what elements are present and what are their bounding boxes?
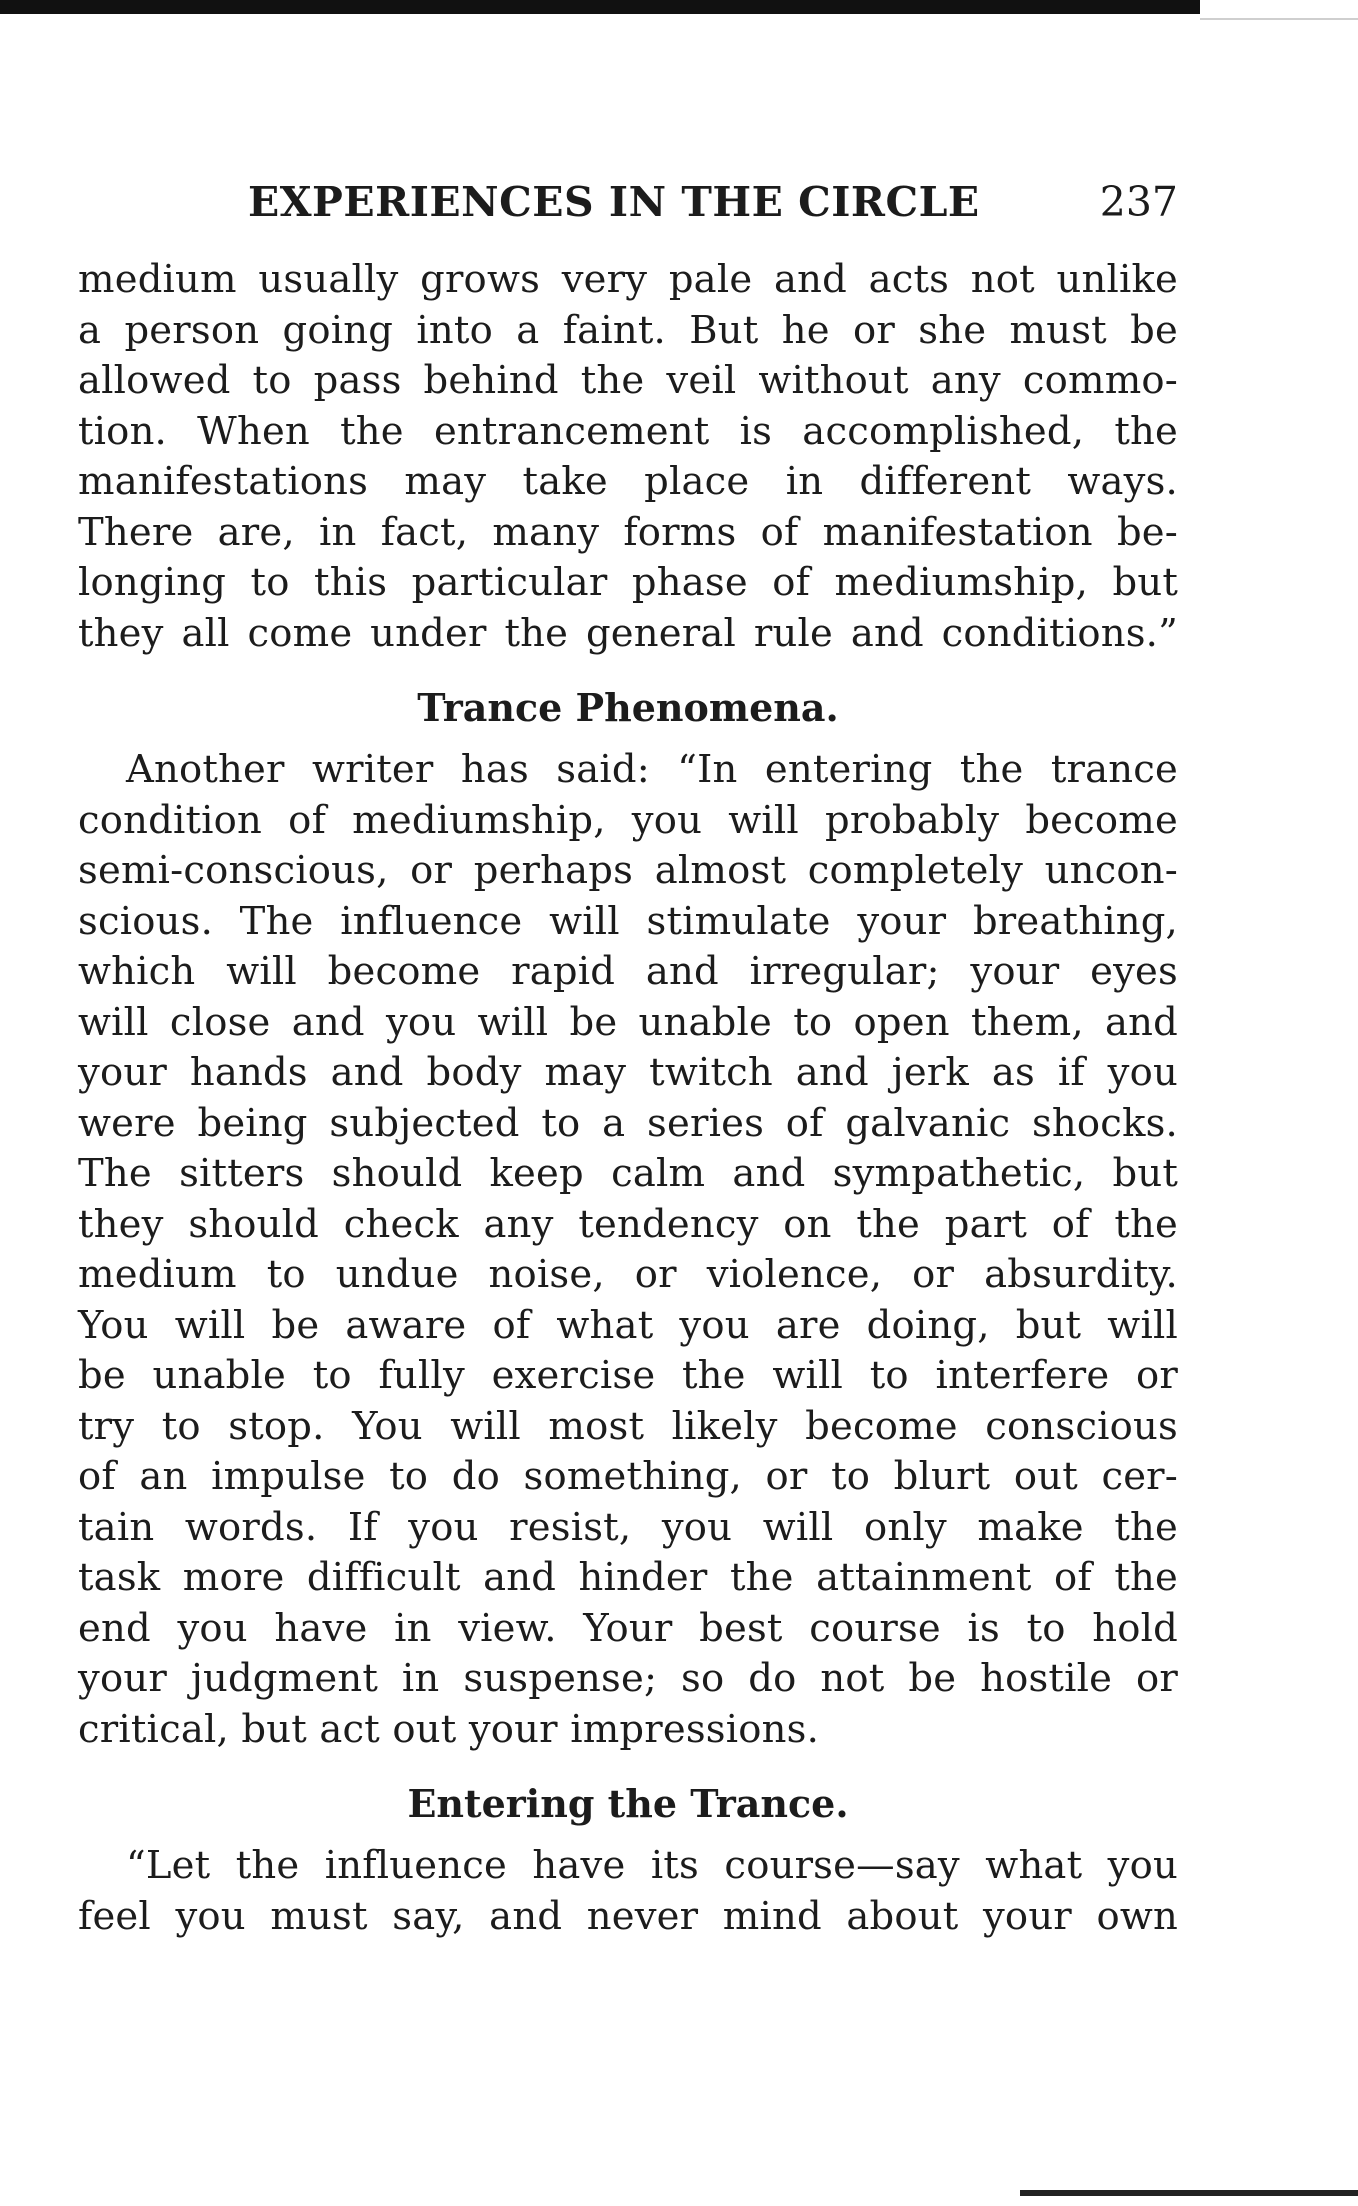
bottom-border-rule <box>1020 2190 1358 2196</box>
text-line: tain words. If you resist, you will only make the <box>78 1504 1178 1550</box>
text-line: medium usually grows very pale and acts not unlike <box>78 257 1178 302</box>
section-heading-entering-the-trance: Entering the Trance. <box>407 1781 849 1826</box>
text-line: condition of mediumship, you will probably become <box>78 797 1178 843</box>
text-line: of an impulse to do something, or to blurt out cer- <box>78 1454 1178 1499</box>
text-line: semi-conscious, or perhaps almost completely uncon- <box>78 848 1178 893</box>
text-line: You will be aware of what you are doing, but will <box>78 1302 1178 1348</box>
text-line: end you have in view. Your best course is to hold <box>78 1605 1178 1651</box>
text-line: manifestations may take place in different ways. <box>78 459 1178 504</box>
paragraph-2 <box>78 745 1178 1755</box>
text-line: medium to undue noise, or violence, or absurdity. <box>78 1252 1178 1297</box>
top-border-rule <box>0 0 1200 14</box>
text-line: they should check any tendency on the part of the <box>78 1201 1178 1247</box>
text-line: feel you must say, and never mind about your own <box>78 1893 1178 1939</box>
section-heading-trance-phenomena: Trance Phenomena. <box>417 685 839 730</box>
paragraph-1 <box>78 255 1178 659</box>
text-line: Another writer has said: “In entering the trance <box>126 747 1178 792</box>
text-line: The sitters should keep calm and sympathetic, but <box>78 1151 1178 1196</box>
paragraph-3 <box>78 1841 1178 1942</box>
text-line: critical, but act out your impressions. <box>78 1706 820 1752</box>
text-line: There are, in fact, many forms of manifestation be- <box>78 509 1178 555</box>
top-border-rule-faint <box>1200 18 1358 20</box>
text-line: allowed to pass behind the veil without any commo- <box>78 358 1178 403</box>
text-line: task more difficult and hinder the attainment of the <box>78 1555 1178 1600</box>
page-body <box>78 255 1178 1942</box>
running-title: EXPERIENCES IN THE CIRCLE <box>248 178 980 226</box>
text-line: tion. When the entrancement is accomplished, the <box>78 408 1178 454</box>
text-line: they all come under the general rule and conditions.” <box>78 610 1178 656</box>
text-line: scious. The influence will stimulate your breathing, <box>78 898 1178 944</box>
text-line: be unable to fully exercise the will to interfere or <box>78 1353 1178 1398</box>
page-number: 237 <box>1099 178 1178 226</box>
text-line: your hands and body may twitch and jerk as if you <box>78 1050 1178 1095</box>
running-head <box>78 178 1178 238</box>
text-line: were being subjected to a series of galvanic shocks. <box>78 1100 1178 1146</box>
text-line: try to stop. You will most likely become conscious <box>78 1403 1178 1449</box>
text-line: will close and you will be unable to open them, and <box>78 999 1178 1045</box>
text-line: longing to this particular phase of mediumship, but <box>78 560 1178 605</box>
text-line: “Let the influence have its course—say what you <box>126 1843 1178 1888</box>
text-line: a person going into a faint. But he or she must be <box>78 307 1178 353</box>
text-line: your judgment in suspense; so do not be hostile or <box>78 1656 1178 1701</box>
text-line: which will become rapid and irregular; your eyes <box>78 949 1178 994</box>
